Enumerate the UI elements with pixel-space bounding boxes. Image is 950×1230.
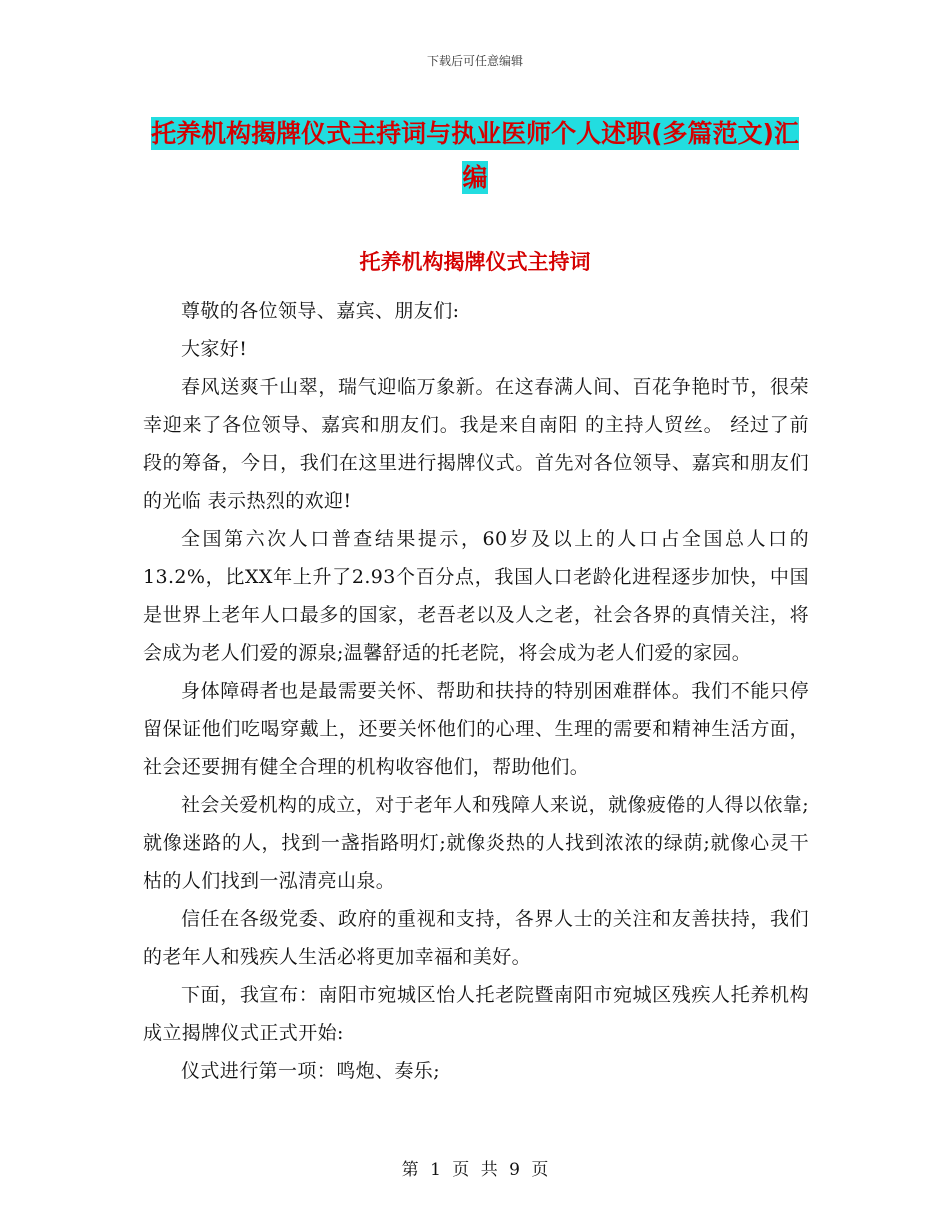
paragraph: 身体障碍者也是最需要关怀、帮助和扶持的特别困难群体。我们不能只停留保证他们吃喝穿戴上，还要关怀他们的心理、生理的需要和精神生活方面，社会还要拥有健全合理的机构收容他们，帮助他们。: [143, 680, 809, 778]
page-number-footer: 第 1 页 共 9 页: [401, 1160, 549, 1180]
document-title-text: 托养机构揭牌仪式主持词与执业医师个人述职(多篇范文)汇编: [151, 119, 799, 192]
paragraph: 春风送爽千山翠，瑞气迎临万象新。在这春满人间、百花争艳时节，很荣幸迎来了各位领导、嘉宾和朋友们。我是来自南阳 的主持人贸丝。 经过了前段的筹备，今日，我们在这里进行揭牌仪式。首先对各位领导、嘉宾和朋友们的光临 表示热烈的欢迎!: [143, 376, 809, 512]
paragraph: 下面，我宣布：南阳市宛城区怡人托老院暨南阳市宛城区残疾人托养机构成立揭牌仪式正式开始:: [143, 984, 809, 1044]
paragraph: 仪式进行第一项：鸣炮、奏乐;: [181, 1060, 441, 1082]
paragraph-greeting: 大家好!: [181, 338, 248, 360]
document-title: [140, 112, 810, 200]
body-text: [143, 292, 809, 1090]
paragraph: 社会关爱机构的成立，对于老年人和残障人来说，就像疲倦的人得以依靠;就像迷路的人，找到一盏指路明灯;就像炎热的人找到浓浓的绿荫;就像心灵干枯的人们找到一泓清亮山泉。: [143, 794, 809, 892]
paragraph-salutation: 尊敬的各位领导、嘉宾、朋友们:: [181, 300, 460, 322]
section-title: 托养机构揭牌仪式主持词: [359, 250, 591, 274]
paragraph: 信任在各级党委、政府的重视和支持，各界人士的关注和友善扶持，我们的老年人和残疾人生活必将更加幸福和美好。: [143, 908, 809, 968]
paragraph: 全国第六次人口普查结果提示，60岁及以上的人口占全国总人口的13.2%，比XX年上升了2.93个百分点，我国人口老龄化进程逐步加快，中国是世界上老年人口最多的国家，老吾老以及人之老，社会各界的真情关注，将会成为老人们爱的源泉;温馨舒适的托老院，将会成为老人们爱的家园。: [143, 528, 809, 664]
header-note: 下载后可任意编辑: [426, 54, 523, 68]
